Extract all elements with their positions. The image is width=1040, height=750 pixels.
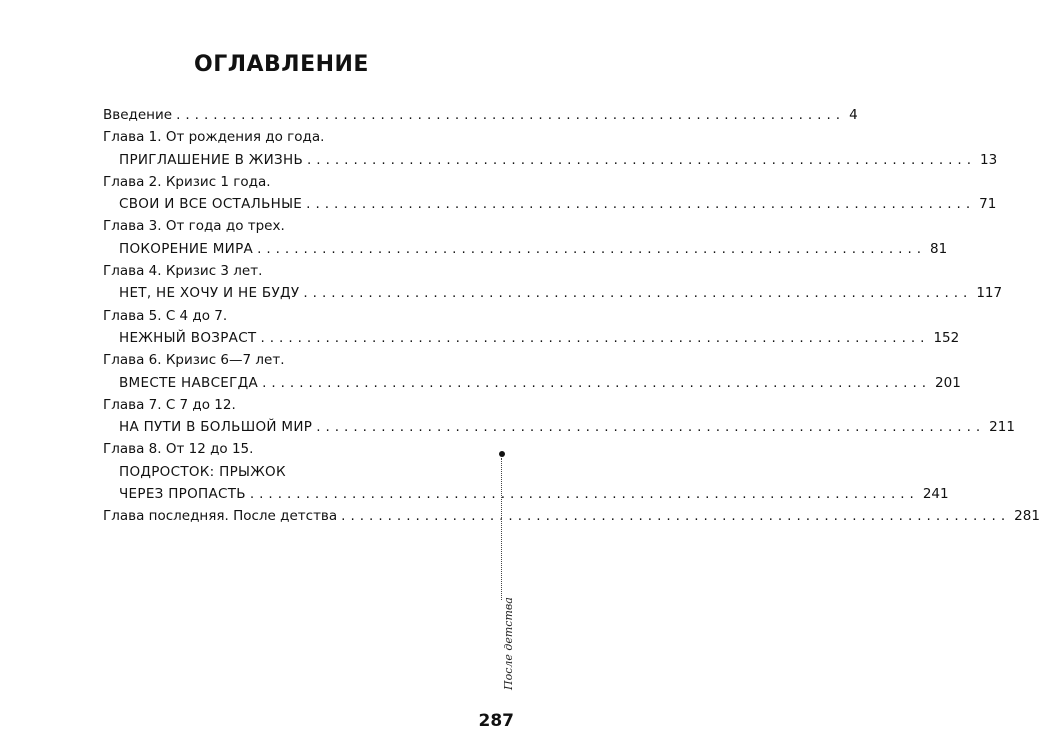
toc-entry [103, 104, 858, 126]
table-of-contents [103, 104, 1040, 528]
dot-leader: ........................................................................ [176, 107, 846, 123]
toc-entry [103, 260, 1003, 305]
running-head-dot [499, 451, 505, 457]
toc-page-number: 211 [989, 419, 1015, 436]
toc-chapter-heading: Глава 8. От 12 до 15. [103, 441, 254, 458]
dot-leader: ........................................................................ [307, 151, 976, 168]
toc-line [103, 505, 1040, 527]
toc-line [103, 372, 961, 394]
toc-line [103, 438, 460, 460]
toc-chapter-title: ЧЕРЕЗ ПРОПАСТЬ [119, 486, 246, 503]
toc-line [103, 282, 1003, 304]
toc-page-number: 201 [935, 374, 961, 391]
page-number: 287 [478, 711, 514, 731]
toc-page-number: 13 [980, 151, 998, 168]
running-head-rule [501, 458, 502, 600]
toc-page-number: 152 [933, 329, 960, 346]
toc-entry-title: Введение [103, 107, 173, 123]
running-head: После детства [502, 597, 515, 690]
toc-chapter-title: НЕТ, НЕ ХОЧУ И НЕ БУДУ [119, 285, 300, 302]
toc-line [103, 193, 997, 215]
toc-entry [103, 505, 1040, 527]
dot-leader: ........................................................................ [303, 285, 973, 302]
toc-chapter-heading: Глава 2. Кризис 1 года. [103, 173, 271, 190]
dot-leader: ........................................................................ [341, 508, 1011, 525]
toc-chapter-title: НЕЖНЫЙ ВОЗРАСТ [119, 329, 257, 346]
toc-page-number: 241 [922, 486, 949, 503]
toc-chapter-title: ВМЕСТЕ НАВСЕГДА [119, 374, 259, 391]
dot-leader: ........................................................................ [262, 374, 932, 391]
toc-chapter-title: ПОДРОСТОК: ПРЫЖОК [119, 463, 286, 480]
toc-line [103, 126, 460, 148]
toc-chapter-heading: Глава 4. Кризис 3 лет. [103, 263, 263, 280]
toc-line [103, 260, 460, 282]
toc-line [103, 171, 460, 193]
toc-line [103, 238, 948, 260]
toc-line [103, 149, 998, 171]
dot-leader: ........................................................................ [260, 329, 930, 346]
toc-line [103, 483, 949, 505]
toc-line [103, 305, 460, 327]
toc-line [103, 394, 460, 416]
toc-entry [103, 126, 998, 171]
page-title: ОГЛАВЛЕНИЕ [194, 52, 369, 77]
dot-leader: ........................................................................ [316, 419, 986, 436]
dot-leader: ........................................................................ [306, 196, 976, 213]
toc-chapter-heading: Глава 1. От рождения до года. [103, 129, 325, 146]
toc-entry [103, 171, 997, 216]
toc-chapter-heading: Глава 7. С 7 до 12. [103, 396, 236, 413]
toc-chapter-title: ПРИГЛАШЕНИЕ В ЖИЗНЬ [119, 151, 304, 168]
toc-line [103, 461, 460, 483]
toc-line [103, 416, 1015, 438]
toc-chapter-heading: Глава 5. С 4 до 7. [103, 307, 228, 324]
toc-page-number: 117 [976, 285, 1003, 302]
toc-entry-title: Глава последняя. После детства [103, 508, 338, 525]
toc-page-number: 281 [1014, 508, 1040, 525]
dot-leader: ........................................................................ [257, 240, 927, 257]
toc-line [103, 215, 460, 237]
toc-page-number: 71 [979, 196, 997, 213]
toc-line [103, 349, 460, 371]
toc-chapter-title: ПОКОРЕНИЕ МИРА [119, 240, 254, 257]
toc-chapter-heading: Глава 6. Кризис 6—7 лет. [103, 352, 285, 369]
toc-entry [103, 349, 961, 394]
toc-page-number: 81 [930, 240, 948, 257]
toc-chapter-title: СВОИ И ВСЕ ОСТАЛЬНЫЕ [119, 196, 303, 213]
toc-entry [103, 394, 1015, 439]
toc-chapter-heading: Глава 3. От года до трех. [103, 218, 285, 235]
toc-line [103, 104, 858, 126]
toc-entry [103, 215, 948, 260]
toc-entry [103, 438, 949, 505]
toc-line [103, 327, 960, 349]
toc-entry [103, 305, 960, 350]
toc-chapter-title: НА ПУТИ В БОЛЬШОЙ МИР [119, 419, 313, 436]
dot-leader: ........................................................................ [249, 486, 919, 503]
toc-page-number: 4 [849, 107, 858, 123]
